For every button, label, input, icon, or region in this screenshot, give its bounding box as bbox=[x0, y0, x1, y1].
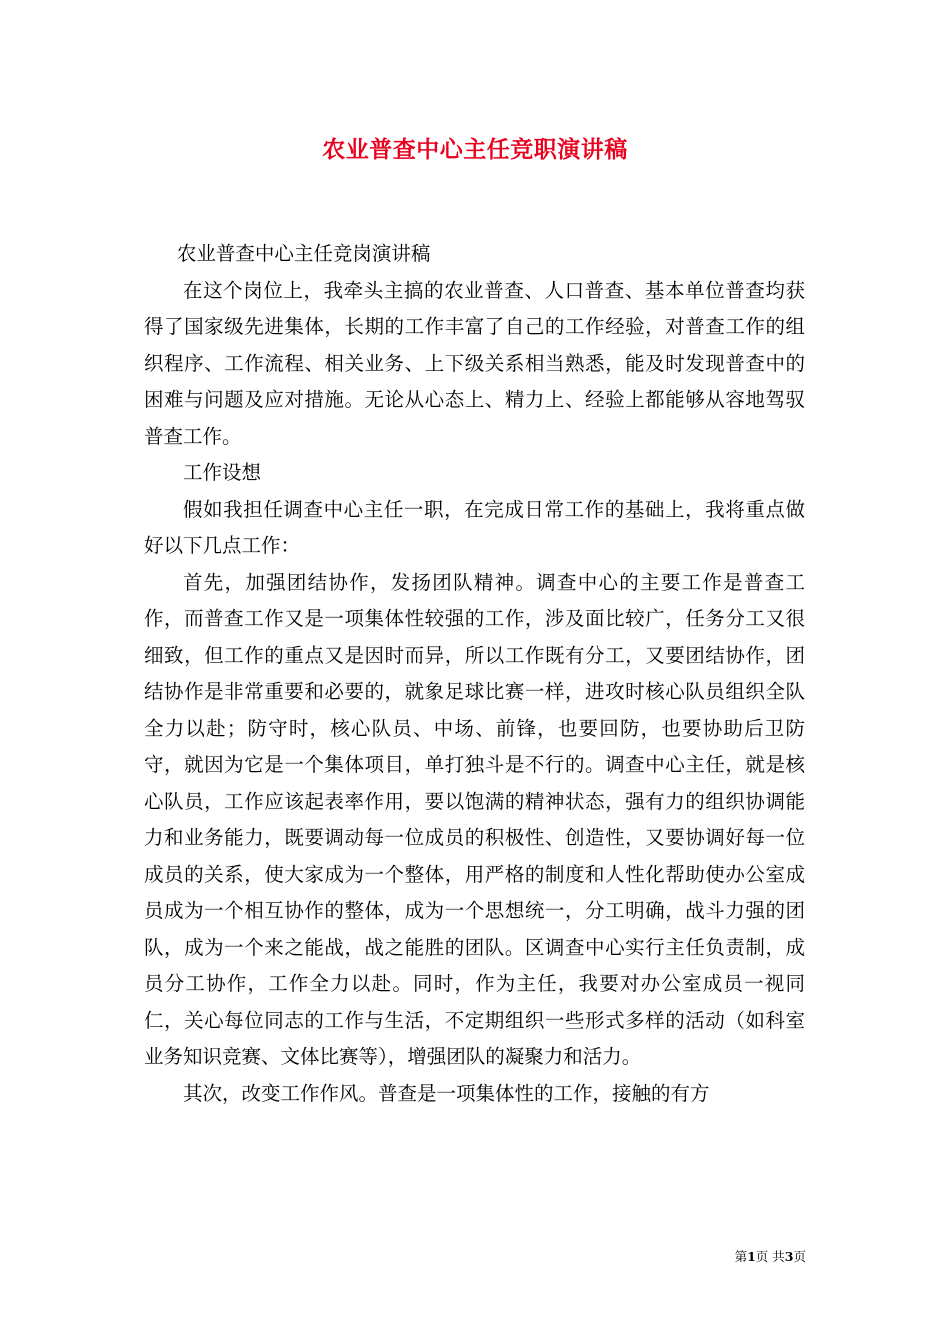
section-heading-work-plan: 工作设想 bbox=[183, 461, 262, 484]
footer-current-page: 1 bbox=[747, 1249, 756, 1264]
paragraph-teamwork: 首先，加强团结协作，发扬团队精神。调查中心的主要工作是普查工作，而普查工作又是一项集体性较强的工作，涉及面比较广，任务分工又很细致，但工作的重点又是因时而异，所以工作既有分工，又要团结协作，团结协作是非常重要和必要的，就象足球比赛一样，进攻时核心队员组织全队全力以赴；防守时，核心队员、中场、前锋，也要回防，也要协助后卫防守，就因为它是一个集体项目，单打独斗是不行的。调查中心主任，就是核心队员，工作应该起表率作用，要以饱满的精神状态，强有力的组织协调能力和业务能力，既要调动每一位成员的积极性、创造性，又要协调好每一位成员的关系，使大家成为一个整体，用严格的制度和人性化帮助使办公室成员成为一个相互协作的整体，成为一个思想统一，分工明确，战斗力强的团队，成为一个来之能战，战之能胜的团队。区调查中心实行主任负责制，成员分工协作，工作全力以赴。同时，作为主任，我要对办公室成员一视同仁，关心每位同志的工作与生活，不定期组织一些形式多样的活动（如科室业务知识竞赛、文体比赛等），增强团队的凝聚力和活力。 bbox=[144, 570, 805, 1068]
paragraph-work-style: 其次，改变工作作风。普查是一项集体性的工作，接触的有方 bbox=[183, 1081, 710, 1105]
document-body bbox=[144, 236, 805, 1112]
footer-total-pages: 3 bbox=[784, 1249, 794, 1264]
paragraph-experience: 在这个岗位上，我牵头主搞的农业普查、人口普查、基本单位普查均获得了国家级先进集体，长期的工作丰富了自己的工作经验，对普查工作的组织程序、工作流程、相关业务、上下级关系相当熟悉，能及时发现普查中的困难与问题及应对措施。无论从心态上、精力上、经验上都能够从容地驾驭普查工作。 bbox=[144, 278, 805, 448]
document-title: 农业普查中心主任竞职演讲稿 bbox=[322, 136, 628, 163]
page-number-footer bbox=[735, 1248, 806, 1266]
paragraph-intro-plan: 假如我担任调查中心主任一职，在完成日常工作的基础上，我将重点做好以下几点工作： bbox=[144, 497, 805, 557]
paragraph-subtitle: 农业普查中心主任竞岗演讲稿 bbox=[176, 242, 431, 265]
footer-suffix: 页 bbox=[793, 1249, 806, 1264]
footer-prefix: 第 bbox=[734, 1249, 748, 1264]
footer-middle: 页 共 bbox=[755, 1249, 785, 1264]
